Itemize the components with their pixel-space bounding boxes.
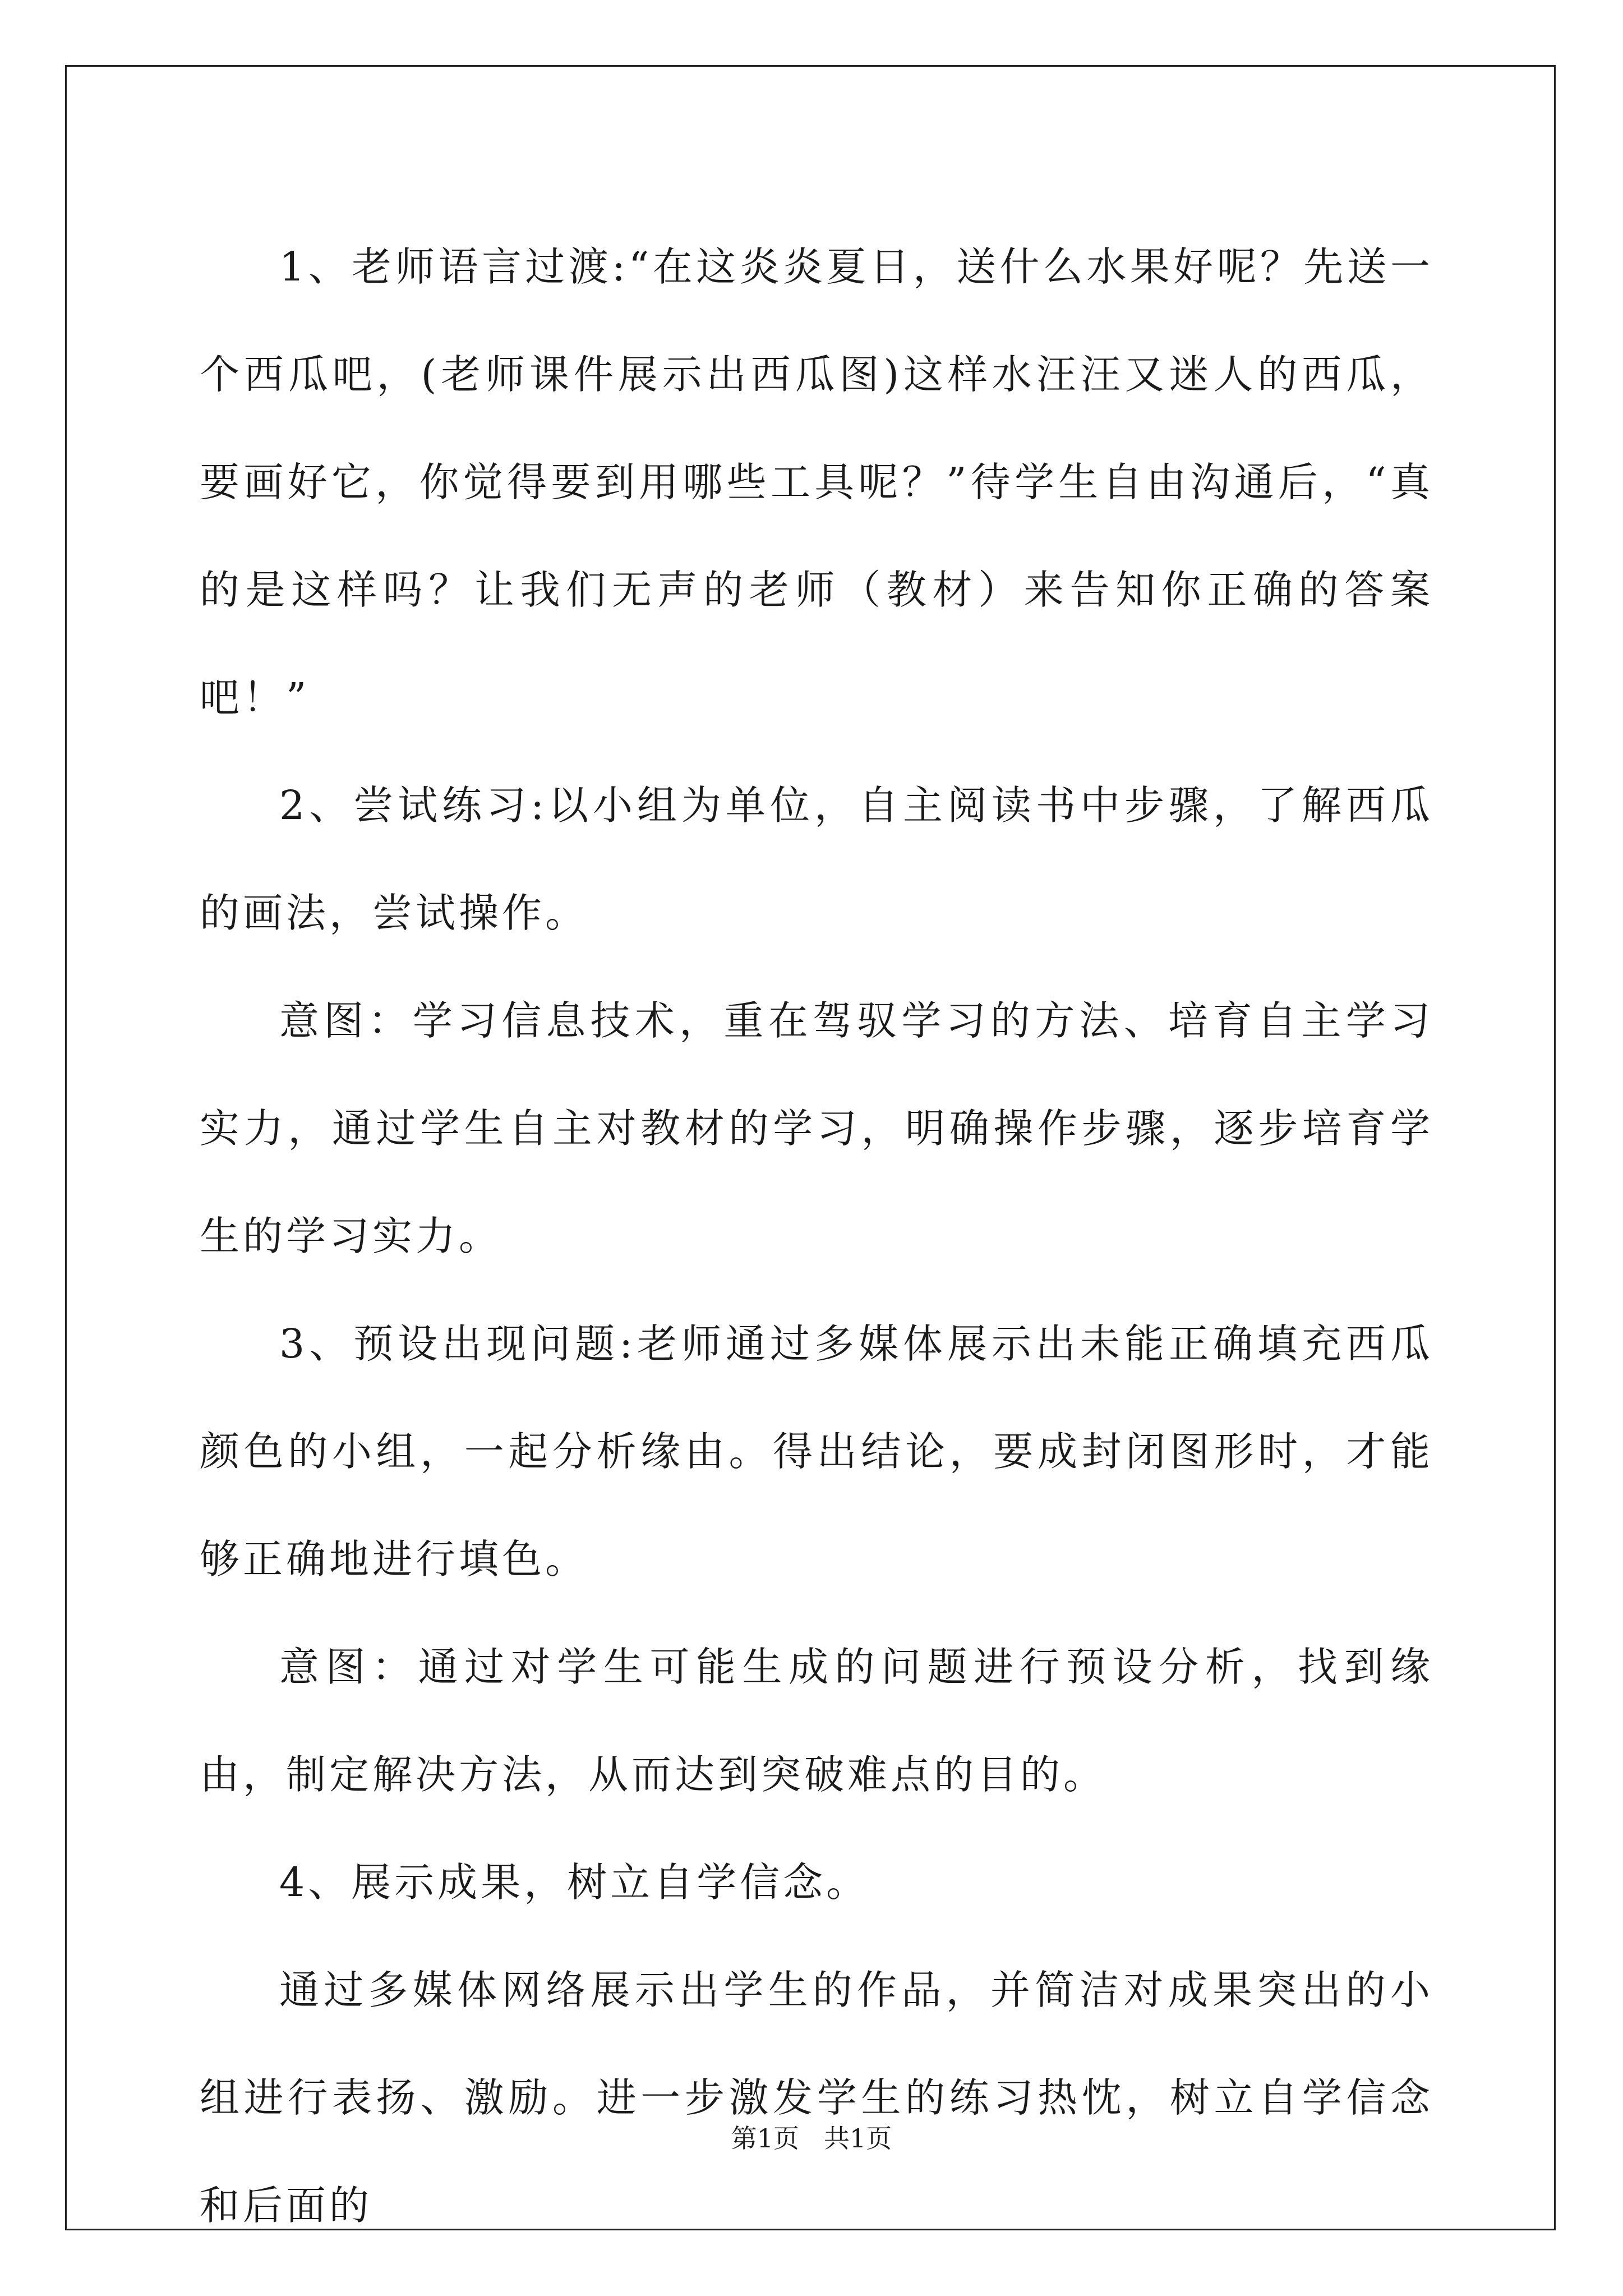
paragraph: 1、老师语言过渡:“在这炎炎夏日，送什么水果好呢？先送一个西瓜吧，(老师课件展示出西瓜图)这样水汪汪又迷人的西瓜，要画好它，你觉得要到用哪些工具呢？”待学生自由沟通后，“真的是这样吗？让我们无声的老师（教材）来告知你正确的答案吧！” [200,243,1433,721]
page-number: 第1页 [731,2123,799,2154]
paragraph: 4、展示成果，树立自学信念。 [279,1859,870,1906]
paragraph: 3、预设出现问题:老师通过多媒体展示出未能正确填充西瓜颜色的小组，一起分析缘由。得出结论，要成封闭图形时，才能够正确地进行填色。 [200,1320,1433,1582]
paragraph: 意图：通过对学生可能生成的问题进行预设分析，找到缘由，制定解决方法，从而达到突破难点的目的。 [200,1644,1433,1798]
document-body [200,213,1433,2260]
page-footer [0,2122,1623,2155]
paragraph: 意图：学习信息技术，重在驾驭学习的方法、培育自主学习实力，通过学生自主对教材的学习，明确操作步骤，逐步培育学生的学习实力。 [200,997,1433,1259]
paragraph: 2、尝试练习:以小组为单位，自主阅读书中步骤，了解西瓜的画法，尝试操作。 [200,782,1433,936]
page-total: 共1页 [824,2123,892,2154]
paragraph: 通过多媒体网络展示出学生的作品，并简洁对成果突出的小组进行表扬、激励。进一步激发学生的练习热忱，树立自学信念和后面的 [200,1967,1433,2229]
